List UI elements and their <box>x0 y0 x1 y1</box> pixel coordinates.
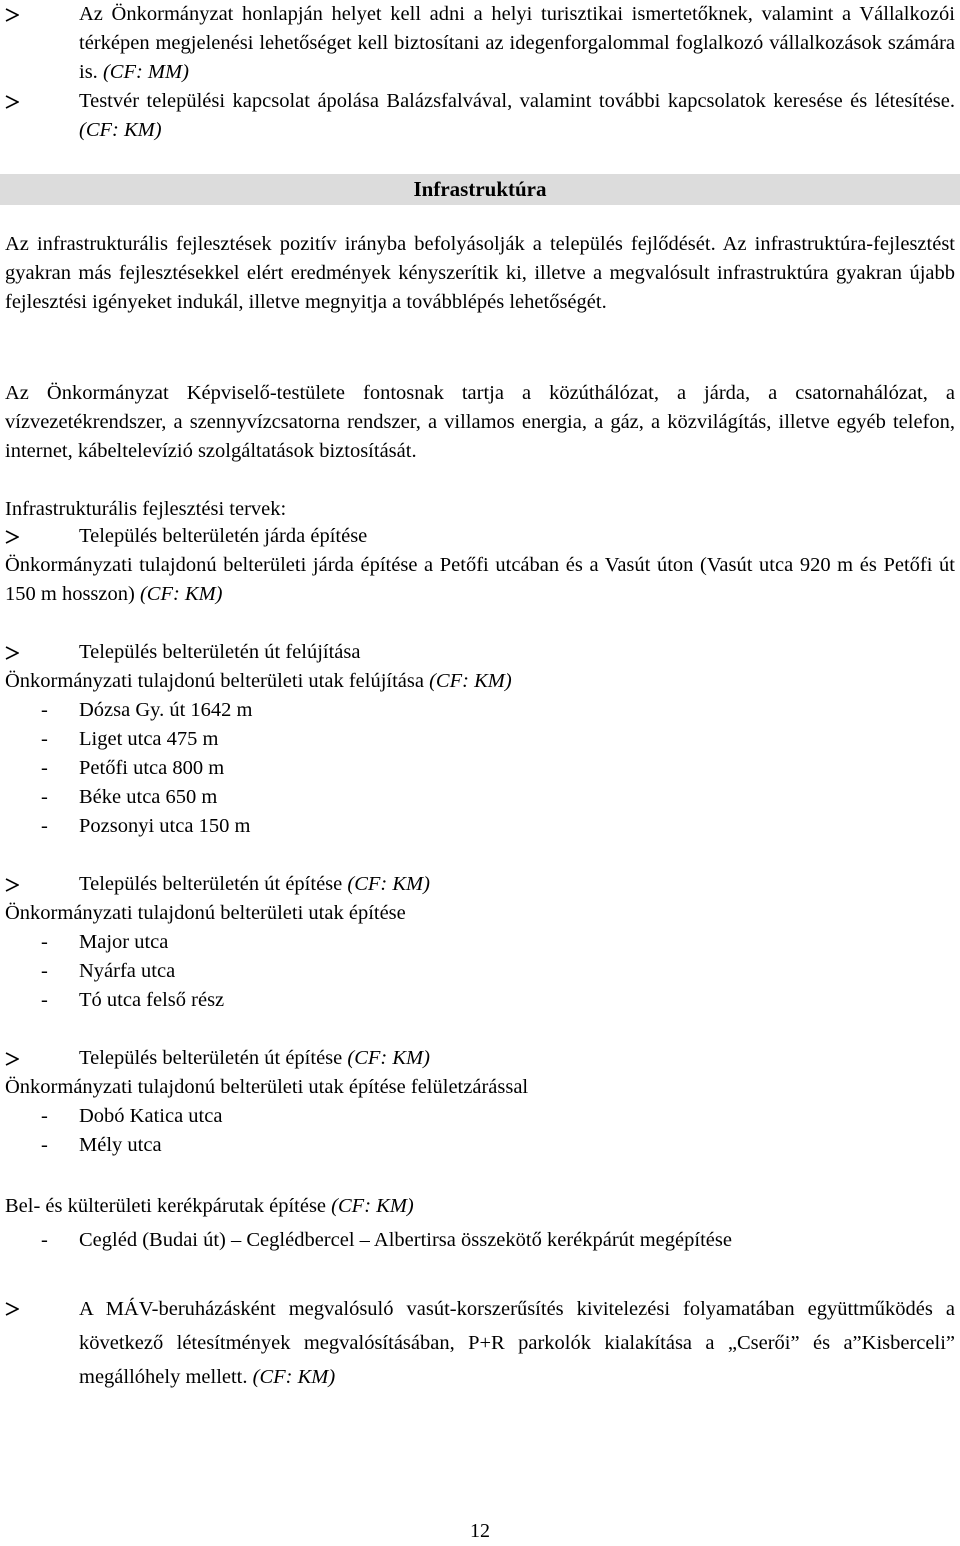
plan1-desc <box>5 551 955 609</box>
list-item: - Cegléd (Budai út) – Ceglédbercel – Albertirsa összekötő kerékpárút megépítése <box>5 1226 905 1255</box>
list-item-text: Dózsa Gy. út 1642 m <box>79 699 253 721</box>
arrow-bullet-icon <box>5 1292 27 1316</box>
list-item-text: Major utca <box>79 931 169 953</box>
cf-tag: (CF: KM) <box>331 1195 414 1217</box>
plan6-bullet <box>5 1292 955 1394</box>
plan2-bullet <box>5 638 955 667</box>
list-item: - Liget utca 475 m <box>5 725 905 754</box>
plan4-desc: Önkormányzati tulajdonú belterületi utak építése felületzárással <box>5 1076 529 1098</box>
paragraph-1: Az infrastrukturális fejlesztések pozitív irányba befolyásolják a település fejlődését. Az infrastruktúra-fejlesztést gyakran más fejlesztésekkel elért eredmények kényszerítik ki, illetve a megvalósult infrastruktúra gyakran újabb fejlesztési igényeket indukál, illetve megnyitja a továbblépés lehetőségét. <box>5 233 955 313</box>
plan2-desc-text: Önkormányzati tulajdonú belterületi utak felújítása <box>5 670 424 692</box>
list-item: - Tó utca felső rész <box>5 986 905 1015</box>
plan1-desc-text: Önkormányzati tulajdonú belterületi járda építése a Petőfi utcában és a Vasút úton (Vasút utca 920 m és Petőfi út 150 m hosszon) <box>5 554 955 605</box>
list-item: - Pozsonyi utca 150 m <box>5 812 905 841</box>
list-item-text: Tó utca felső rész <box>79 989 225 1011</box>
section-title: Infrastruktúra <box>413 177 547 201</box>
arrow-bullet-icon <box>5 1044 27 1066</box>
list-item-text: Nyárfa utca <box>79 960 176 982</box>
arrow-bullet-icon <box>5 0 27 22</box>
plan2-desc <box>5 667 955 696</box>
plan4-bullet-text: Település belterületén út építése <box>79 1047 343 1069</box>
list-item: - Major utca <box>5 928 905 957</box>
list-item-text: Petőfi utca 800 m <box>79 757 225 779</box>
plan4-bullet <box>5 1044 955 1073</box>
arrow-bullet-icon <box>5 870 27 892</box>
plan5-desc <box>5 1192 955 1221</box>
list-item: - Petőfi utca 800 m <box>5 754 905 783</box>
list-item: - Nyárfa utca <box>5 957 905 986</box>
list-item: - Dobó Katica utca <box>5 1102 905 1131</box>
plans-heading: Infrastrukturális fejlesztési tervek: <box>5 498 287 520</box>
cf-tag: (CF: MM) <box>102 61 189 83</box>
cf-tag: (CF: KM) <box>429 670 512 692</box>
cf-tag: (CF: KM) <box>347 873 430 895</box>
list-item-text: Cegléd (Budai út) – Ceglédbercel – Albertirsa összekötő kerékpárút megépítése <box>79 1229 732 1251</box>
arrow-bullet-icon <box>5 87 27 109</box>
plan2-bullet-text: Település belterületén út felújítása <box>79 641 361 663</box>
page-number: 12 <box>470 1520 490 1542</box>
list-item-text: Dobó Katica utca <box>79 1105 223 1127</box>
arrow-bullet-icon <box>5 638 27 660</box>
intro-bullet-text: Az Önkormányzat honlapján helyet kell adni a helyi turisztikai ismertetőknek, valamint a Vállalkozói térképen megjelenési lehetőséget kell biztosítani az idegenforgalommal foglalkozó vállalkozások számára is. <box>79 3 955 83</box>
list-item: - Dózsa Gy. út 1642 m <box>5 696 905 725</box>
cf-tag: (CF: KM) <box>252 1366 336 1388</box>
intro-bullet-1 <box>5 0 955 87</box>
list-item-text: Mély utca <box>79 1134 162 1156</box>
plan6-text: A MÁV-beruházásként megvalósuló vasút-korszerűsítés kivitelezési folyamatában együttműködés a következő létesítmények megvalósításában, P+R parkolók kialakítása a „Cserői” és a”Kisberceli” megállóhely mellett. <box>79 1298 955 1388</box>
arrow-bullet-icon <box>5 522 27 544</box>
list-item-text: Pozsonyi utca 150 m <box>79 815 251 837</box>
list-item: - Béke utca 650 m <box>5 783 905 812</box>
plan5-desc-text: Bel- és külterületi kerékpárutak építése <box>5 1195 327 1217</box>
plan3-desc: Önkormányzati tulajdonú belterületi utak építése <box>5 902 406 924</box>
plan3-bullet <box>5 870 955 899</box>
intro-bullet-text: Testvér települési kapcsolat ápolása Balázsfalvával, valamint további kapcsolatok keresése és létesítése. <box>79 90 955 112</box>
cf-tag: (CF: KM) <box>139 583 223 605</box>
plan1-bullet <box>5 522 955 551</box>
plan1-bullet-text: Település belterületén járda építése <box>79 525 368 547</box>
intro-bullet-2 <box>5 87 955 145</box>
plan3-bullet-text: Település belterületén út építése <box>79 873 343 895</box>
list-item: - Mély utca <box>5 1131 905 1160</box>
cf-tag: (CF: KM) <box>347 1047 430 1069</box>
list-item-text: Béke utca 650 m <box>79 786 218 808</box>
cf-tag: (CF: KM) <box>79 119 162 141</box>
paragraph-2: Az Önkormányzat Képviselő-testülete fontosnak tartja a közúthálózat, a járda, a csatornahálózat, a vízvezetékrendszer, a szennyvízcsatorna rendszer, a villamos energia, a gáz, a közvilágítás, illetve egyéb telefon, internet, kábeltelevízió szolgáltatások biztosítását. <box>5 382 955 462</box>
list-item-text: Liget utca 475 m <box>79 728 219 750</box>
